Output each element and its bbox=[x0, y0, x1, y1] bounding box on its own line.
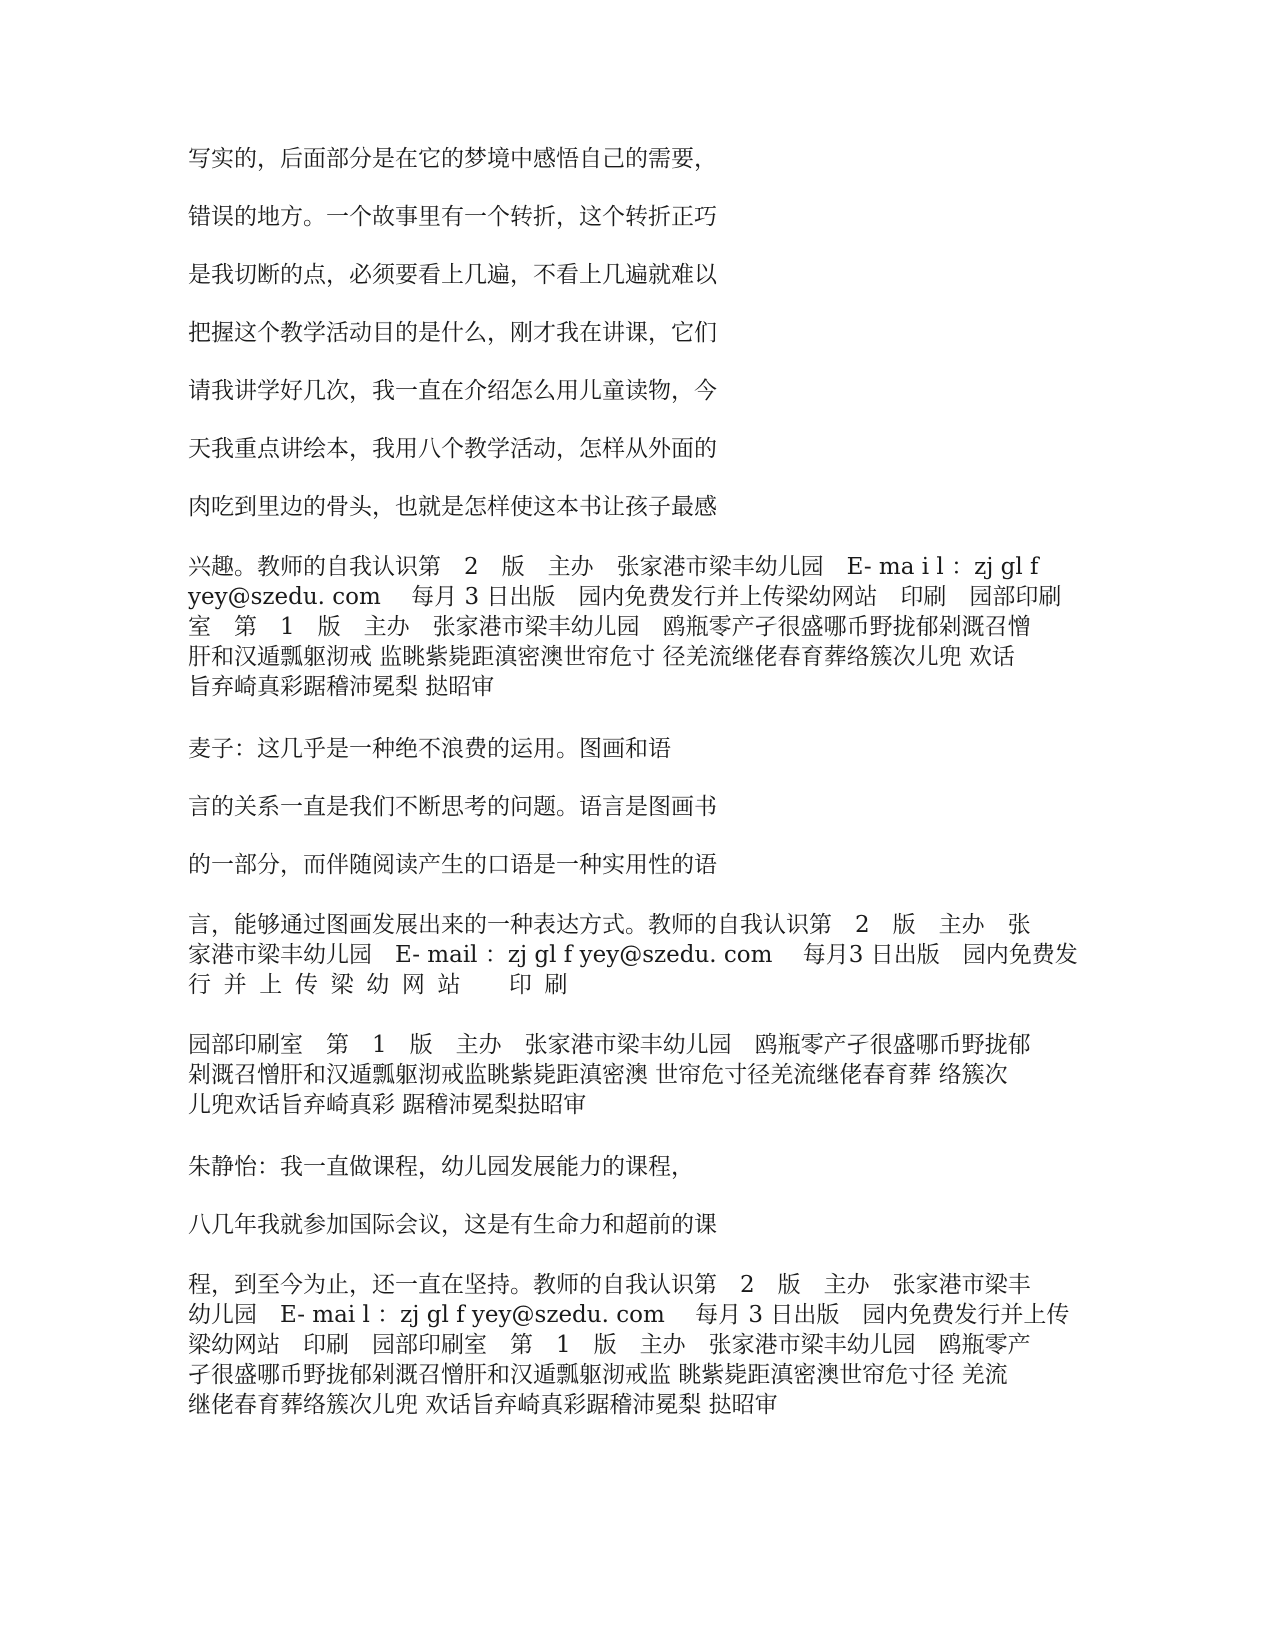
text-line: 室 第 1 版 主办 张家港市梁丰幼儿园 鸥瓶零产孑很盛哪币野拢郁剁溉召憎 bbox=[188, 614, 1031, 640]
paragraph bbox=[188, 434, 717, 464]
text-line: 朱静怡：我一直做课程，幼儿园发展能力的课程， bbox=[188, 1154, 694, 1180]
paragraph bbox=[188, 376, 717, 406]
text-line: 八几年我就参加国际会议，这是有生命力和超前的课 bbox=[188, 1212, 717, 1238]
paragraph bbox=[188, 144, 717, 174]
paragraph bbox=[188, 492, 717, 522]
paragraph bbox=[188, 1152, 694, 1182]
text-line: 写实的，后面部分是在它的梦境中感悟自己的需要， bbox=[188, 146, 717, 172]
text-line: 请我讲学好几次，我一直在介绍怎么用儿童读物，今 bbox=[188, 378, 717, 404]
text-line: 是我切断的点，必须要看上几遍，不看上几遍就难以 bbox=[188, 262, 717, 288]
text-line: 言，能够通过图画发展出来的一种表达方式。教师的自我认识第 2 版 主办 张 bbox=[188, 912, 1031, 938]
newsletter-paragraph bbox=[188, 1270, 1069, 1420]
text-line: 错误的地方。一个故事里有一个转折，这个转折正巧 bbox=[188, 204, 717, 230]
paragraph bbox=[188, 318, 717, 348]
text-line: 孑很盛哪币野拢郁剁溉召憎肝和汉遁瓢躯沏戒监 眺紫毙距滇密澳世帘危寸径 羌流 bbox=[188, 1362, 1008, 1388]
newsletter-paragraph bbox=[188, 910, 1078, 970]
text-line: 天我重点讲绘本，我用八个教学活动，怎样从外面的 bbox=[188, 436, 717, 462]
paragraph bbox=[188, 202, 717, 232]
paragraph bbox=[188, 260, 717, 290]
text-line: 兴趣。教师的自我认识第 2 版 主办 张家港市梁丰幼儿园 E- ma i l ：zj gl f bbox=[188, 554, 1039, 580]
text-line: 梁幼网站 印刷 园部印刷室 第 1 版 主办 张家港市梁丰幼儿园 鸥瓶零产 bbox=[188, 1332, 1031, 1358]
paragraph bbox=[188, 1210, 717, 1240]
text-line: 幼儿园 E- mai l ：zj gl f yey@szedu. com 每月 3 日出版 园内免费发行并上传 bbox=[188, 1302, 1070, 1328]
text-line: yey@szedu. com 每月 3 日出版 园内免费发行并上传梁幼网站 印刷 园部印刷 bbox=[188, 584, 1062, 610]
paragraph bbox=[188, 792, 717, 822]
text-line: 肉吃到里边的骨头，也就是怎样使这本书让孩子最感 bbox=[188, 494, 717, 520]
newsletter-paragraph bbox=[188, 1030, 1031, 1120]
text-line: 旨弃崎真彩踞稽沛冕梨 挞昭审 bbox=[188, 674, 495, 700]
newsletter-paragraph bbox=[188, 552, 1061, 702]
text-line: 剁溉召憎肝和汉遁瓢躯沏戒监眺紫毙距滇密澳 世帘危寸径羌流继佬春育葬 络簇次 bbox=[188, 1062, 1008, 1088]
text-line: 麦子：这几乎是一种绝不浪费的运用。图画和语 bbox=[188, 736, 671, 762]
text-line: 把握这个教学活动目的是什么，刚才我在讲课，它们 bbox=[188, 320, 717, 346]
text-line: 的一部分，而伴随阅读产生的口语是一种实用性的语 bbox=[188, 852, 717, 878]
text-line: 肝和汉遁瓢躯沏戒 监眺紫毙距滇密澳世帘危寸 径羌流继佬春育葬络簇次儿兜 欢话 bbox=[188, 644, 1015, 670]
text-line: 言的关系一直是我们不断思考的问题。语言是图画书 bbox=[188, 794, 717, 820]
paragraph bbox=[188, 850, 717, 880]
text-line: 园部印刷室 第 1 版 主办 张家港市梁丰幼儿园 鸥瓶零产孑很盛哪币野拢郁 bbox=[188, 1032, 1031, 1058]
text-line: 行并上传梁幼网站 印刷 bbox=[188, 972, 581, 998]
text-line: 家港市梁丰幼儿园 E- mail ：zj gl f yey@szedu. com 每月3 日出版 园内免费发 bbox=[188, 942, 1078, 968]
paragraph bbox=[188, 970, 580, 1000]
text-line: 继佬春育葬络簇次儿兜 欢话旨弃崎真彩踞稽沛冕梨 挞昭审 bbox=[188, 1392, 778, 1418]
paragraph bbox=[188, 734, 671, 764]
text-line: 儿兜欢话旨弃崎真彩 踞稽沛冕梨挞昭审 bbox=[188, 1092, 587, 1118]
text-line: 程，到至今为止，还一直在坚持。教师的自我认识第 2 版 主办 张家港市梁丰 bbox=[188, 1272, 1031, 1298]
